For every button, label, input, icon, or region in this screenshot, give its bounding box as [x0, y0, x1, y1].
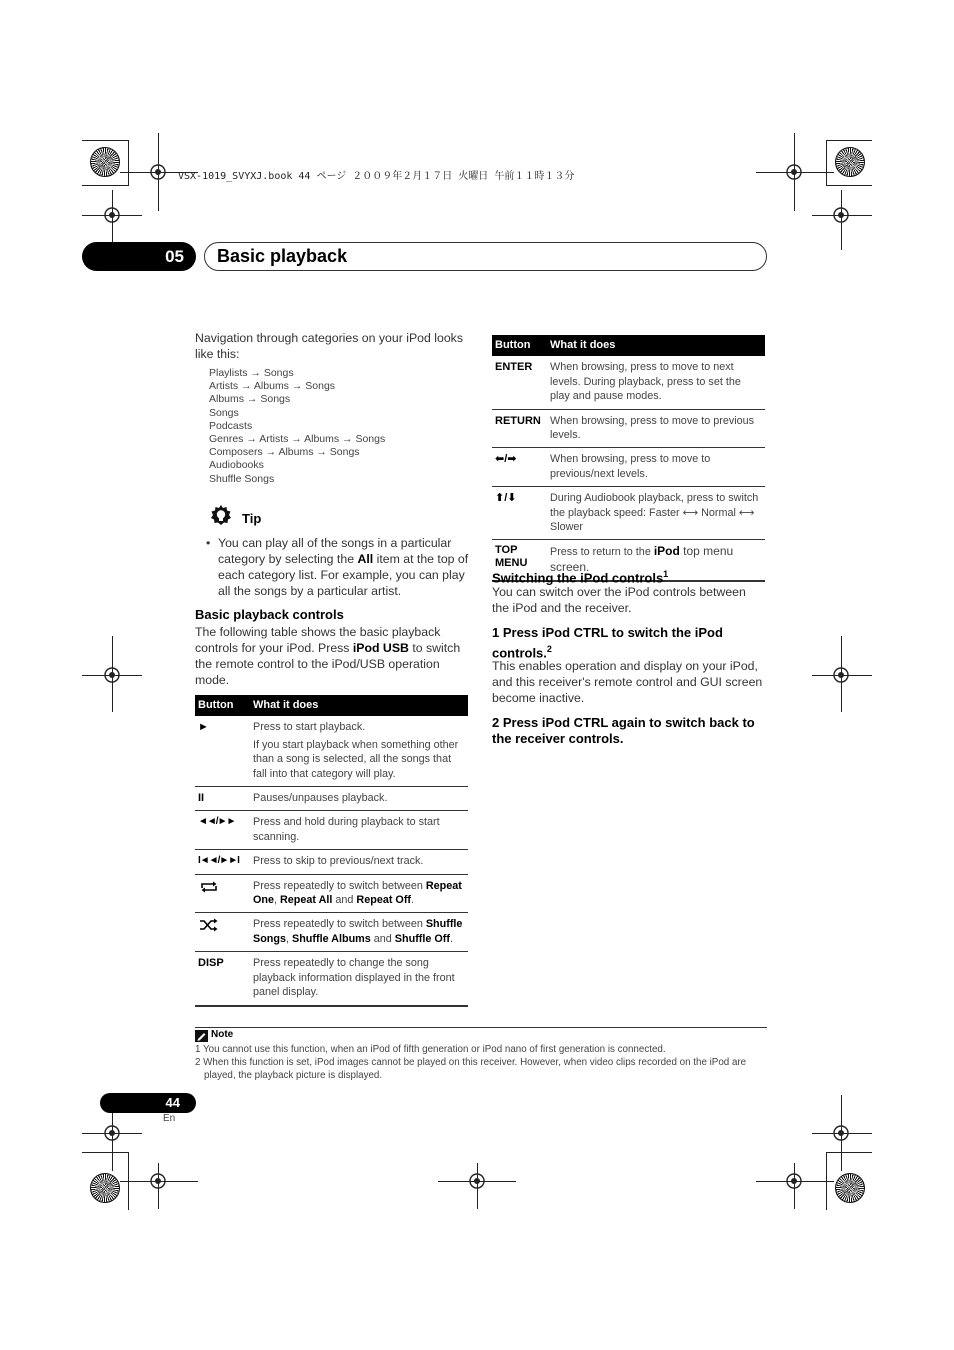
registration-target-icon — [148, 1171, 168, 1191]
column-header: Button — [195, 695, 250, 716]
row-description: Press repeatedly to switch between Shuffle Songs, Shuffle Albums and Shuffle Off. — [250, 913, 468, 952]
note-heading: Note — [211, 1029, 234, 1040]
table-row — [195, 913, 468, 952]
registration-target-icon — [102, 1123, 122, 1143]
list-item: Albums → Songs — [209, 393, 291, 406]
row-description: Pauses/unpauses playback. — [250, 787, 468, 811]
left-right-key: ⬅/➡ — [492, 448, 547, 487]
top-menu-key: TOP MENU — [492, 540, 547, 581]
table-row — [492, 356, 765, 409]
shuffle-icon — [198, 917, 220, 933]
section-heading-controls: Basic playback controls — [195, 607, 344, 622]
column-header: What it does — [250, 695, 468, 716]
switching-intro: You can switch over the iPod controls between the iPod and the receiver. — [492, 585, 746, 615]
row-description: When browsing, press to move to previous levels. — [547, 409, 765, 448]
section-heading-switching: Switching the iPod controls$^1$ — [492, 569, 669, 586]
playback-controls-table — [195, 695, 468, 1007]
scan-key: ◄◄/►► — [195, 811, 250, 850]
row-description: When browsing, press to move to next levels. During playback, press to set the play and pause modes. — [547, 356, 765, 409]
step-1: 1 Press iPod CTRL to switch the iPod controls.$^2$ — [492, 625, 723, 661]
footnotes — [195, 1043, 769, 1082]
table-header-row — [492, 335, 765, 356]
lightbulb-icon — [209, 504, 233, 528]
list-item: Artists → Albums → Songs — [209, 380, 336, 393]
note-divider — [195, 1027, 767, 1028]
list-item: Genres → Artists → Albums → Songs — [209, 433, 386, 446]
table-row — [195, 850, 468, 874]
registration-target-icon — [784, 162, 804, 182]
shuffle-key — [195, 913, 250, 952]
table-row — [195, 716, 468, 786]
row-description: Press to start playback. If you start playback when something other than a song is selected, all the songs that fall into that category will play. — [250, 716, 468, 786]
registration-target-icon — [831, 1123, 851, 1143]
list-item: Songs — [209, 406, 239, 419]
row-description: During Audiobook playback, press to switch the playback speed: Faster ⟷ Normal ⟷ Slower — [547, 487, 765, 540]
controls-intro: The following table shows the basic playback controls for your iPod. Press iPod USB to switch the remote control to the iPod/USB operation mode. — [195, 625, 461, 687]
column-header: Button — [492, 335, 547, 356]
up-down-key: ⬆/⬇ — [492, 487, 547, 540]
list-item: Playlists → Songs — [209, 367, 294, 379]
row-description: Press to return to the iPod top menu screen. — [547, 540, 765, 581]
table-row — [195, 811, 468, 850]
enter-key: ENTER — [492, 356, 547, 409]
play-key: ► — [195, 716, 250, 786]
pause-key: II — [195, 787, 250, 811]
chapter-title: Basic playback — [217, 246, 348, 266]
page-language: En — [163, 1113, 176, 1124]
starburst-mark-icon — [835, 1173, 865, 1203]
row-description: Press repeatedly to change the song playback information displayed in the front panel display. — [250, 952, 468, 1006]
repeat-key — [195, 874, 250, 913]
starburst-mark-icon — [90, 1173, 120, 1203]
registration-target-icon — [831, 665, 851, 685]
tip-text: You can play all of the songs in a particular category by selecting the All item at the top of each category list. For example, you can play all the songs by a particular artist. — [218, 536, 469, 598]
starburst-mark-icon — [835, 147, 865, 177]
registration-target-icon — [148, 162, 168, 182]
row-description: When browsing, press to move to previous/next levels. — [547, 448, 765, 487]
tip-heading: Tip — [242, 511, 262, 526]
page-number: 44 — [100, 1093, 196, 1113]
column-header: What it does — [547, 335, 765, 356]
list-item: Shuffle Songs — [209, 472, 275, 485]
disp-key: DISP — [195, 952, 250, 1006]
footnote: 1 You cannot use this function, when an iPod of fifth generation or iPod nano of first generation is connected. — [195, 1044, 666, 1055]
print-header: VSX-1019_SVYXJ.book 44 ページ ２００９年２月１７日 火曜日 午前１１時１３分 — [178, 171, 575, 182]
step-1-body: This enables operation and display on your iPod, and this receiver's remote control and GUI screen become inactive. — [492, 659, 763, 705]
table-row — [195, 787, 468, 811]
table-row — [492, 409, 765, 448]
registration-target-icon — [831, 205, 851, 225]
intro-text: Navigation through categories on your iPod looks like this: — [195, 331, 463, 361]
table-row — [195, 874, 468, 913]
row-description: Press repeatedly to switch between Repeat One, Repeat All and Repeat Off. — [250, 874, 468, 913]
bullet: • — [206, 536, 211, 550]
table-header-row — [195, 695, 468, 716]
navigation-controls-table — [492, 335, 765, 582]
table-row — [492, 448, 765, 487]
step-2: 2 Press iPod CTRL again to switch back to the receiver controls. — [492, 715, 755, 746]
registration-target-icon — [102, 665, 122, 685]
footnote: 2 When this function is set, iPod images cannot be played on this receiver. However, when video clips recorded on the iPod are played, the playback picture is displayed. — [195, 1057, 747, 1081]
starburst-mark-icon — [90, 147, 120, 177]
table-row — [492, 487, 765, 540]
table-row — [195, 952, 468, 1006]
row-description: Press and hold during playback to start scanning. — [250, 811, 468, 850]
note-icon — [195, 1030, 208, 1042]
list-item: Podcasts — [209, 419, 253, 432]
registration-target-icon — [467, 1171, 487, 1191]
list-item: Composers → Albums → Songs — [209, 446, 360, 459]
list-item: Audiobooks — [209, 459, 264, 472]
registration-target-icon — [784, 1171, 804, 1191]
category-list — [209, 367, 469, 486]
return-key: RETURN — [492, 409, 547, 448]
chapter-number: 05 — [82, 242, 196, 271]
registration-target-icon — [102, 205, 122, 225]
skip-key: I◄◄/►►I — [195, 850, 250, 874]
repeat-icon — [198, 879, 220, 895]
row-description: Press to skip to previous/next track. — [250, 850, 468, 874]
